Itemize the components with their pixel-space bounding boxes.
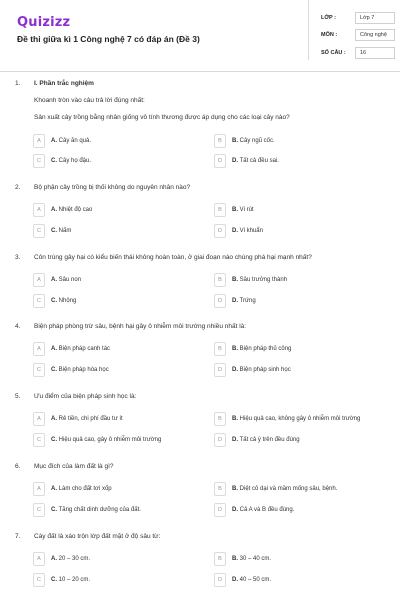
option-c[interactable] (33, 294, 203, 308)
option-letter-box: D (214, 573, 226, 587)
option-text: Nhộng (58, 298, 77, 304)
question-number: 2. (15, 184, 21, 191)
option-c[interactable] (33, 363, 203, 377)
option-letter: A. (51, 486, 57, 492)
option-a[interactable] (33, 482, 203, 496)
meta-value: Lớp 7 (355, 12, 395, 24)
option-d[interactable] (214, 573, 384, 587)
option-letter-box: A (33, 342, 45, 356)
meta-label: MÔN : (321, 32, 338, 38)
question-text: Ưu điểm của biện pháp sinh học là: (34, 393, 137, 400)
meta-panel (308, 0, 400, 60)
option-letter-box: D (214, 294, 226, 308)
option-letter: A. (51, 416, 57, 422)
option-text: Cây họ đậu. (58, 158, 92, 164)
option-d[interactable] (214, 503, 384, 517)
option-c[interactable] (33, 433, 203, 447)
option-text: Tất cả ý trên đều đúng (239, 437, 300, 443)
option-letter-box: C (33, 154, 45, 168)
option-a[interactable] (33, 552, 203, 566)
question-number: 7. (15, 533, 21, 540)
option-a[interactable] (33, 203, 203, 217)
option-text: Sâu trưởng thành (239, 277, 287, 283)
option-text: Tăng chất dinh dưỡng của đất. (58, 507, 141, 513)
option-letter: A. (51, 277, 57, 283)
option-text: Biện pháp canh tác (58, 346, 111, 352)
question-text: Bộ phận cây trồng bị thối không do nguyên nhân nào? (34, 184, 191, 191)
question-text: Cày đất là xáo trộn lớp đất mặt ở độ sâu từ: (34, 533, 161, 540)
option-text: Hiệu quả cao, gây ô nhiễm môi trường (58, 437, 162, 443)
option-letter: A. (51, 556, 57, 562)
option-letter-box: C (33, 503, 45, 517)
option-text: Làm cho đất tơi xốp (58, 486, 112, 492)
meta-question-count (309, 44, 400, 62)
option-b[interactable] (214, 203, 384, 217)
option-letter: C. (51, 298, 57, 304)
option-a[interactable] (33, 134, 203, 148)
option-d[interactable] (214, 433, 384, 447)
option-letter: C. (51, 158, 57, 164)
option-letter-box: D (214, 363, 226, 377)
option-letter-box: A (33, 412, 45, 426)
option-letter: A. (51, 346, 57, 352)
option-letter: B. (232, 416, 238, 422)
option-text: Cả A và B đều đúng. (239, 507, 295, 513)
option-letter: B. (232, 556, 238, 562)
option-letter: C. (51, 228, 57, 234)
option-text: Tất cả đều sai. (239, 158, 279, 164)
option-letter: A. (51, 138, 57, 144)
option-letter-box: D (214, 224, 226, 238)
option-c[interactable] (33, 154, 203, 168)
option-letter: D. (232, 298, 238, 304)
option-letter: D. (232, 158, 238, 164)
question-text: Côn trùng gây hại có kiểu biến thái không hoàn toàn, ở giai đoạn nào chúng phá hại mạnh nhất? (34, 254, 312, 261)
option-d[interactable] (214, 363, 384, 377)
meta-value: Công nghệ (355, 29, 395, 41)
option-text: Biện pháp thủ công (239, 346, 292, 352)
option-letter: D. (232, 507, 238, 513)
option-letter-box: B (214, 273, 226, 287)
question-number: 5. (15, 393, 21, 400)
meta-label: LỚP : (321, 15, 336, 21)
option-letter: D. (232, 367, 238, 373)
option-text: 20 – 30 cm. (58, 556, 91, 562)
meta-subject (309, 26, 400, 44)
option-letter-box: D (214, 503, 226, 517)
option-text: Hiệu quả cao, không gây ô nhiễm môi trường (239, 416, 361, 422)
option-letter: B. (232, 346, 238, 352)
option-letter-box: B (214, 412, 226, 426)
option-letter: C. (51, 577, 57, 583)
option-a[interactable] (33, 342, 203, 356)
option-d[interactable] (214, 154, 384, 168)
meta-value: 16 (355, 47, 395, 59)
option-letter: C. (51, 507, 57, 513)
option-letter: C. (51, 437, 57, 443)
option-letter-box: C (33, 433, 45, 447)
option-b[interactable] (214, 134, 384, 148)
option-c[interactable] (33, 224, 203, 238)
option-letter-box: B (214, 134, 226, 148)
option-text: Nhiệt độ cao (58, 207, 93, 213)
option-letter-box: C (33, 573, 45, 587)
option-a[interactable] (33, 412, 203, 426)
option-letter-box: C (33, 363, 45, 377)
option-letter: B. (232, 207, 238, 213)
option-letter-box: A (33, 482, 45, 496)
option-letter: A. (51, 207, 57, 213)
option-letter-box: A (33, 134, 45, 148)
option-text: Vi rút (239, 207, 254, 213)
meta-class (309, 9, 400, 27)
option-b[interactable] (214, 342, 384, 356)
option-a[interactable] (33, 273, 203, 287)
option-letter: D. (232, 437, 238, 443)
option-text: 40 – 50 cm. (239, 577, 272, 583)
question-text: Biện pháp phòng trừ sâu, bệnh hại gây ô nhiễm môi trường nhiều nhất là: (34, 323, 247, 330)
option-text: Cây ăn quả. (58, 138, 92, 144)
option-text: 10 – 20 cm. (58, 577, 91, 583)
option-d[interactable] (214, 224, 384, 238)
option-text: Vi khuẩn (239, 228, 263, 234)
page-header (0, 0, 400, 72)
option-b[interactable] (214, 273, 384, 287)
quizizz-logo: Quizizz (17, 15, 71, 30)
question-text: Mục đích của làm đất là gì? (34, 463, 114, 470)
option-letter-box: B (214, 482, 226, 496)
option-letter: B. (232, 138, 238, 144)
option-letter: D. (232, 228, 238, 234)
option-text: Cây ngũ cốc. (239, 138, 275, 144)
option-letter-box: B (214, 203, 226, 217)
question-number: 4. (15, 323, 21, 330)
question-number: 6. (15, 463, 21, 470)
option-text: 30 – 40 cm. (239, 556, 272, 562)
option-d[interactable] (214, 294, 384, 308)
option-b[interactable] (214, 552, 384, 566)
question-number: 3. (15, 254, 21, 261)
option-letter: D. (232, 577, 238, 583)
option-letter-box: C (33, 294, 45, 308)
option-b[interactable] (214, 482, 384, 496)
question-instruction: Khoanh tròn vào câu trả lời đúng nhất: (34, 97, 145, 104)
option-letter-box: C (33, 224, 45, 238)
option-letter-box: D (214, 154, 226, 168)
option-c[interactable] (33, 573, 203, 587)
option-text: Rẻ tiền, chi phí đầu tư ít (58, 416, 123, 422)
option-letter-box: D (214, 433, 226, 447)
option-letter-box: A (33, 552, 45, 566)
question-subtext: Sản xuất cây trồng bằng nhân giống vô tính thương được áp dụng cho các loại cây nào? (34, 114, 290, 121)
question-number: 1. (15, 80, 21, 87)
option-text: Trứng (239, 298, 256, 304)
option-letter-box: A (33, 273, 45, 287)
option-b[interactable] (214, 412, 384, 426)
option-letter-box: B (214, 342, 226, 356)
option-text: Diệt cỏ dại và mầm mống sâu, bệnh. (239, 486, 338, 492)
option-letter: B. (232, 277, 238, 283)
option-text: Sâu non (58, 277, 82, 283)
question-text: I. Phần trắc nghiệm (34, 80, 94, 87)
option-text: Biện pháp sinh học (239, 367, 291, 373)
option-letter-box: A (33, 203, 45, 217)
meta-label: SỐ CÂU : (321, 50, 346, 56)
option-letter: B. (232, 486, 238, 492)
option-text: Biện pháp hóa học (58, 367, 109, 373)
option-letter: C. (51, 367, 57, 373)
option-c[interactable] (33, 503, 203, 517)
page-title: Đề thi giữa kì 1 Công nghệ 7 có đáp án (Đề 3) (17, 34, 200, 44)
option-letter-box: B (214, 552, 226, 566)
option-text: Nấm (58, 228, 72, 234)
